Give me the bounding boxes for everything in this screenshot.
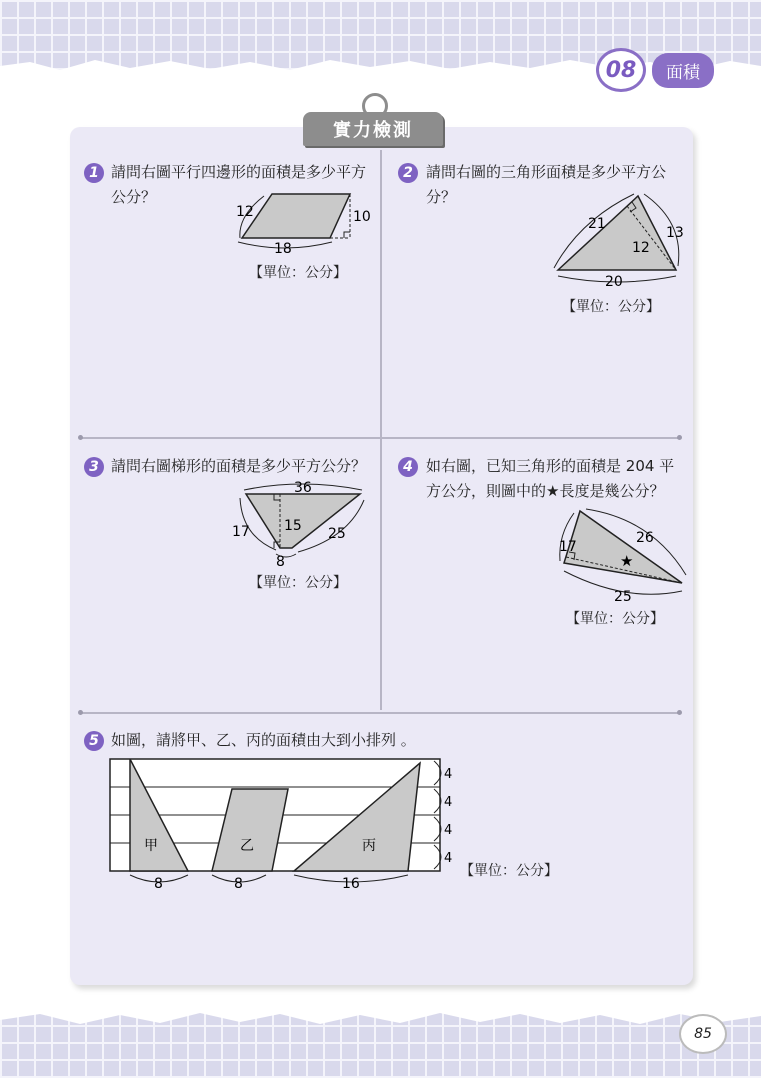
- horizontal-divider-2: [80, 712, 680, 714]
- page-number: 85: [679, 1014, 727, 1054]
- triangle-star-figure: [556, 505, 690, 605]
- figure-label: 8: [276, 554, 285, 568]
- figure-label: 26: [636, 530, 654, 546]
- shape-label-bing: 丙: [362, 838, 376, 854]
- shape-label-yi: 乙: [240, 838, 254, 854]
- figure-label: 18: [274, 241, 292, 257]
- question-text: 如右圖，已知三角形的面積是 204 平方公分，則圖中的★長度是幾公分？: [426, 457, 675, 500]
- section-title: 實力檢測: [303, 112, 443, 146]
- figure-label: 17: [232, 524, 250, 540]
- figure-label: 20: [605, 274, 623, 290]
- question-number: 5: [84, 731, 104, 751]
- question-text: 請問右圖的三角形面積是多少平方公分？: [426, 163, 667, 206]
- chapter-header: [596, 48, 714, 92]
- shapes-comparison-figure: [104, 755, 464, 895]
- figure-label: 13: [666, 225, 684, 241]
- figure-label: 10: [353, 209, 371, 225]
- figure-label: 4: [444, 823, 453, 838]
- triangle-figure: [550, 192, 690, 292]
- question-text: 請問右圖平行四邊形的面積是多少平方公分？: [111, 163, 367, 206]
- unit-note: 【單位：公分】: [566, 611, 664, 627]
- figure-label: 21: [588, 216, 606, 232]
- figure-label: 12: [632, 240, 650, 256]
- shape-label-jia: 甲: [144, 838, 158, 854]
- figure-label: 36: [294, 480, 312, 496]
- unit-note: 【單位：公分】: [249, 575, 347, 591]
- figure-label: 8: [234, 876, 243, 892]
- horizontal-divider-1: [80, 437, 680, 439]
- unit-note: 【單位：公分】: [249, 265, 347, 281]
- parallelogram-figure: [230, 188, 375, 258]
- figure-label: 16: [342, 876, 360, 892]
- divider-dot: [78, 710, 83, 715]
- chapter-number: 08: [596, 48, 646, 92]
- question-number: 4: [398, 457, 418, 477]
- question-text: 請問右圖梯形的面積是多少平方公分？: [111, 457, 367, 475]
- figure-label: 15: [284, 518, 302, 534]
- divider-dot: [78, 435, 83, 440]
- unit-note: 【單位：公分】: [460, 863, 558, 879]
- figure-label: 4: [444, 767, 453, 782]
- figure-label: 25: [614, 589, 632, 605]
- question-text: 如圖，請將甲、乙、丙的面積由大到小排列 。: [111, 731, 416, 749]
- divider-dot: [677, 435, 682, 440]
- figure-label: 4: [444, 795, 453, 810]
- figure-label: 12: [236, 204, 254, 220]
- torn-paper-edge-bottom: [0, 1002, 761, 1032]
- question-number: 3: [84, 457, 104, 477]
- figure-label: 4: [444, 851, 453, 866]
- figure-label: 17: [559, 539, 577, 555]
- chapter-title: 面積: [652, 53, 714, 88]
- figure-label: 8: [154, 876, 163, 892]
- divider-dot: [677, 710, 682, 715]
- star-label: ★: [620, 552, 634, 570]
- vertical-divider: [380, 150, 382, 710]
- question-number: 1: [84, 163, 104, 183]
- unit-note: 【單位：公分】: [562, 299, 660, 315]
- question-number: 2: [398, 163, 418, 183]
- trapezoid-figure: [228, 478, 373, 568]
- figure-label: 25: [328, 526, 346, 542]
